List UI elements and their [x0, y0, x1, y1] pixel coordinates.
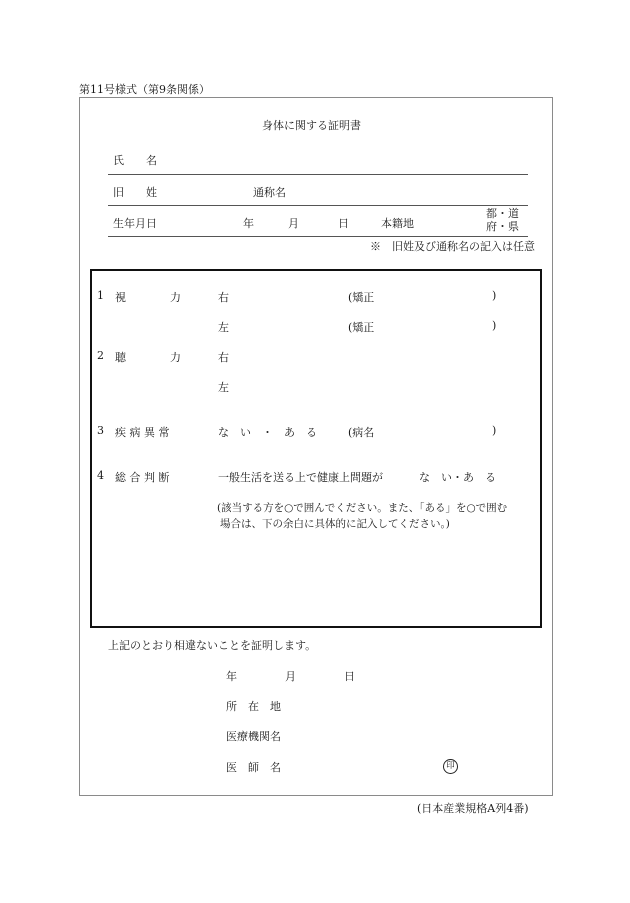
vision-left-close: ): [492, 319, 497, 332]
former-surname-underline: [108, 205, 528, 206]
overall-number: 4: [97, 469, 104, 482]
former-surname-label: 旧 姓: [113, 186, 157, 199]
vision-left-corrected: (矯正: [348, 321, 375, 334]
birthdate-underline: [108, 236, 528, 237]
hearing-right-label: 右: [218, 351, 229, 364]
vision-left-label: 左: [218, 321, 229, 334]
domicile-label: 本籍地: [381, 217, 414, 230]
form-title: 身体に関する証明書: [262, 119, 361, 132]
hearing-left-label: 左: [218, 381, 229, 394]
prefecture-options: [486, 207, 519, 233]
hearing-number: 2: [97, 349, 104, 362]
vision-right-label: 右: [218, 291, 229, 304]
abnormality-label: 疾 病 異 常: [115, 426, 170, 439]
institution-label: 医療機関名: [226, 730, 281, 743]
disease-name-close: ): [492, 424, 497, 437]
overall-instruction-line1: (該当する方を○で囲んでください。また、「ある」を○で囲む: [217, 502, 508, 514]
overall-options[interactable]: な い・あ る: [419, 471, 496, 484]
certification-statement: 上記のとおり相違ないことを証明します。: [108, 639, 317, 652]
overall-label: 総 合 判 断: [115, 471, 170, 484]
prefecture-line1: 都・道: [486, 207, 519, 220]
vision-right-corrected: (矯正: [348, 291, 375, 304]
exam-box: [90, 269, 542, 628]
overall-question: 一般生活を送る上で健康上問題が: [218, 471, 383, 484]
cert-month-label: 月: [285, 670, 296, 683]
standard-footer: (日本産業規格A列4番): [417, 802, 529, 815]
doctor-label: 医 師 名: [226, 761, 281, 774]
birth-month-label: 月: [288, 217, 299, 230]
disease-name-label: (病名: [348, 426, 375, 439]
cert-year-label: 年: [226, 670, 237, 683]
alias-label: 通称名: [253, 186, 286, 199]
abnormality-options[interactable]: な い ・ あ る: [218, 426, 317, 439]
vision-right-close: ): [492, 289, 497, 302]
optional-note: ※ 旧姓及び通称名の記入は任意: [370, 240, 535, 253]
name-underline: [108, 174, 528, 175]
hearing-label: 聴 力: [115, 351, 181, 364]
vision-number: 1: [97, 289, 104, 302]
cert-day-label: 日: [344, 670, 355, 683]
form-number: 第11号様式（第9条関係）: [79, 83, 210, 96]
vision-label: 視 力: [115, 291, 181, 304]
prefecture-line2: 府・県: [486, 220, 519, 233]
overall-instruction-line2: 場合は、下の余白に具体的に記入してください。): [220, 518, 450, 530]
name-label: 氏 名: [113, 154, 157, 167]
birthdate-label: 生年月日: [113, 217, 157, 230]
seal-icon: 印: [443, 759, 458, 774]
birth-day-label: 日: [338, 217, 349, 230]
abnormality-number: 3: [97, 424, 104, 437]
birth-year-label: 年: [243, 217, 254, 230]
location-label: 所 在 地: [226, 700, 281, 713]
